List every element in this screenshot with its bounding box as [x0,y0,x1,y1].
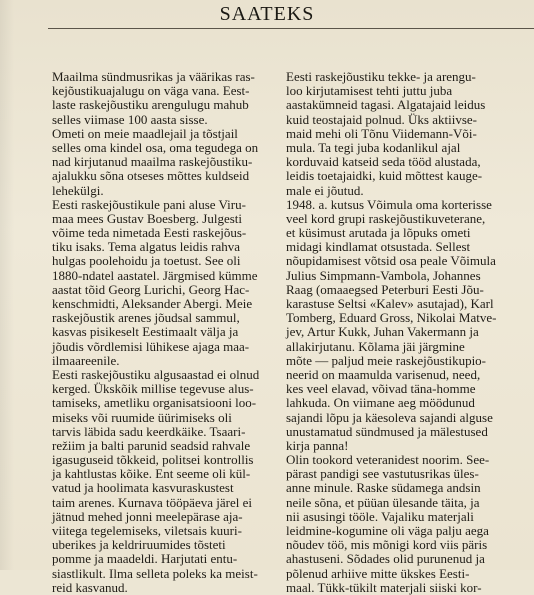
text-line: kejõustikuajalugu on väga vana. Eest- [52,83,250,99]
text-line: 1948. a. kutsus Võimula oma korterisse [286,196,492,212]
text-line: Raag (omaaegsed Peterburi Eesti Jõu- [286,281,484,297]
text-line: leidmine-kogumine oli väga palju aega [286,523,489,538]
text-line: raskejõustik arenes jõudsal sammul, [52,310,240,326]
page-title: SAATEKS [219,3,315,25]
text-line: sajandi lõpu ja käesoleva sajandi alguse [286,409,493,425]
text-line: nõupidamisest võtsid osa peale Võimula [286,253,496,269]
text-line: režiim ja balti parunid seadsid rahvale [52,437,251,453]
text-line: nõudev töö, mis mõnigi kord viis päris [286,537,488,553]
text-line: maid mehi oli Tõnu Viidemann-Või- [286,125,477,141]
text-line: ilmaareenile. [52,352,120,368]
text-line: nad kirjutanud maailma raskejõustiku- [52,154,253,170]
text-line: kerged. Ükskõik millise tegevuse alus- [52,381,254,397]
text-line: maal. Tükk-tükilt materjali siiski kor- [286,579,482,595]
text-line: Tomberg, Eduard Gross, Nikolai Matve- [286,310,497,326]
text-line: korduvaid katseid seda tööd alustada, [286,154,481,170]
left-text-column [52,70,274,595]
text-line: Julius Simpmann-Vambola, Johannes [286,267,481,283]
text-line: põlenud arhiive mitte ükskes Eesti- [286,565,470,581]
text-line: siastlikult. Ilma selleta poleks ka meist- [52,565,258,581]
text-line: Eesti raskejõustikule pani aluse Viru- [52,196,246,212]
text-line: ajalukku sõna otseses mõttes kuldseid [52,168,250,184]
text-line: 1880-ndatel aastatel. Järgmised kümme [52,267,258,283]
text-line: lahkuda. On viimane aeg möödunud [286,395,475,411]
text-line: neile sõna, et püüan ülesande täita, ja [286,494,480,510]
text-line: viitega tegelemiseks, viletsais kuuri- [52,523,242,538]
text-line: leidis toetajaidki, kuid mõttest kauge- [286,168,483,184]
text-line: ahastuseni. Sõdades olid purunenud ja [286,551,485,567]
text-line: veel kord grupi raskejõustikuveterane, [286,210,486,226]
text-line: mula. Ta tegi juba kodanlikul ajal [286,139,461,155]
text-line: Olin tookord veteranidest noorim. See- [286,452,490,468]
text-line: male ei jõutud. [286,182,364,198]
text-line: igasuguseid tõkkeid, politsei kontrollis [52,452,254,468]
text-line: neerid on maamulda varisenud, need, [286,366,481,382]
text-line: selles viimase 100 aasta sisse. [52,111,208,127]
text-line: anne minule. Raske südamega andsin [286,480,481,496]
title-rule [48,28,534,29]
text-line: tarvis läbida sadu keerdkäike. Tsaari- [52,423,246,439]
text-line: kuid teostajaid polnud. Üks aktiivse- [286,111,478,127]
text-line: et küsimust arutada ja lõpuks ometi [286,225,471,241]
text-line: tiku isaks. Tema algatus leidis rahva [52,239,241,255]
text-line: unustamatud sündmused ja mälestused [286,423,488,439]
text-line: võime teda nimetada Eesti raskejõus- [52,225,247,241]
text-line: allakirjutanu. Kõlama jäi järgmine [286,338,465,354]
text-line: selles oma kindel osa, oma tegudega on [52,139,259,155]
text-line: loo kirjutamisest tehti juttu juba [286,83,453,99]
text-line: nii asusingi tööle. Vajaliku materjali [286,508,474,524]
text-line: vatud ja hoolimata kasvuraskustest [52,480,234,496]
text-line: karastuse Seltsi «Kalev» asutajad), Karl [286,296,494,311]
text-line: pomme ja maadeldi. Harjutati entu- [52,551,238,567]
text-line: kenschmidti, Aleksander Abergi. Meie [52,296,253,311]
text-line: pärast pandigi see vastutusrikas üles- [286,466,479,482]
text-line: ja kahtlustas kõike. Ent seeme oli kül- [52,466,251,482]
text-line: mõte — paljud meie raskejõustikupio- [286,352,487,368]
text-line: kes veel elavad, võivad täna-homme [286,381,476,397]
text-line: tamiseks, ametliku organisatsiooni loo- [52,395,257,411]
text-line: maa mees Gustav Boesberg. Julgesti [52,210,243,226]
text-line: aastakümneid tagasi. Algatajaid leidus [286,97,486,113]
text-line: miseks või ruumide üürimiseks oli [52,409,232,425]
text-line: taim arenes. Kurnava tööpäeva järel ei [52,494,252,510]
text-line: laste raskejõustiku arengulugu mahub [52,97,249,113]
text-line: jev, Artur Kukk, Juhan Vakermann ja [286,324,479,340]
text-line: aastat tõid Georg Lurichi, Georg Hac- [52,281,250,297]
text-line: Eesti raskejõustiku tekke- ja arengu- [286,69,476,84]
text-line: lehekülgi. [52,182,104,198]
text-line: Eesti raskejõustiku algusaastad ei olnud [52,366,260,382]
text-line: jõudis võrdlemisi lühikese ajaga maa- [52,338,250,354]
text-line: hulgas poolehoidu ja toetust. See oli [52,253,241,269]
text-line: reid kasvanud. [52,579,128,595]
text-line: kasvas pisikeselt Eestimaalt välja ja [52,324,239,340]
text-line: midagi kindlamat otsustada. Sellest [286,239,471,255]
text-line: uberikes ja keldriruumides tõsteti [52,537,226,553]
page-binding-shadow [0,0,14,570]
text-line: kirja panna! [286,437,349,453]
text-line: Ometi on meie maadlejail ja tõstjail [52,125,238,141]
text-line: Maailma sündmusrikas ja väärikas ras- [52,69,255,84]
text-line: jätnud mehed jonni meelepärase aja- [52,508,243,524]
right-text-column [286,70,534,595]
